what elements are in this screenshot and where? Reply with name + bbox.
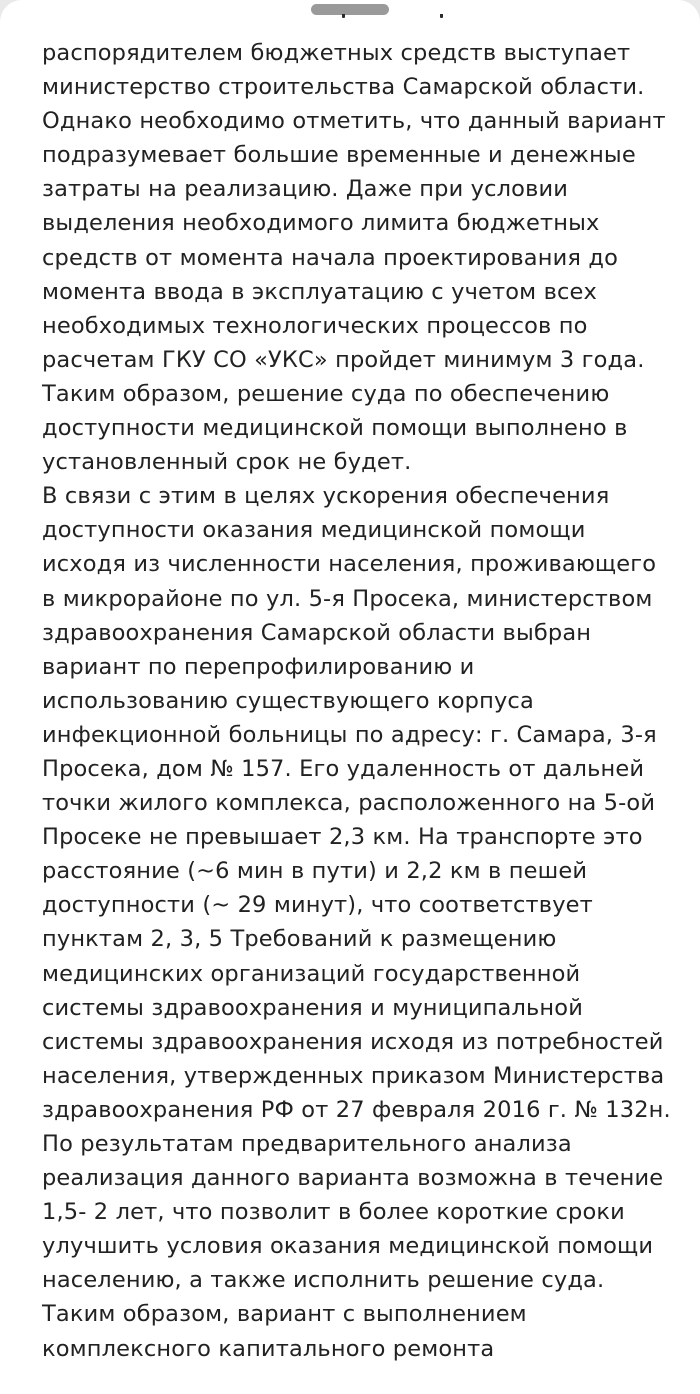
text-line: использованию существующего корпуса: [42, 687, 534, 714]
text-line: доступности медицинской помощи выполнено в: [42, 415, 628, 442]
text-line: расчетам ГКУ СО «УКС» пройдет минимум 3 года.: [42, 346, 645, 373]
clipped-glyph: [342, 14, 345, 18]
text-line: улучшить условия оказания медицинской помощи: [42, 1233, 654, 1260]
text-line: исходя из численности населения, проживающего: [42, 551, 657, 578]
text-line: комплексного капитального ремонта: [42, 1335, 495, 1362]
clipped-glyph: [440, 14, 443, 18]
text-line: момента ввода в эксплуатацию с учетом всех: [42, 278, 598, 305]
text-line: точки жилого комплекса, расположенного на 5-ой: [42, 790, 656, 817]
text-line: средств от момента начала проектирования до: [42, 244, 618, 271]
text-line: Однако необходимо отметить, что данный вариант: [42, 108, 666, 135]
text-line: распорядителем бюджетных средств выступает: [42, 40, 631, 66]
text-line: затраты на реализацию. Даже при условии: [42, 176, 569, 203]
text-line: министерство строительства Самарской области.: [42, 74, 645, 101]
text-line: расстояние (~6 мин в пути) и 2,2 км в пешей: [42, 858, 588, 885]
text-line: выделения необходимого лимита бюджетных: [42, 210, 600, 237]
text-line: инфекционной больницы по адресу: г. Самара, 3-я: [42, 721, 657, 748]
text-line: вариант по перепрофилированию и: [42, 653, 475, 680]
text-line: доступности оказания медицинской помощи: [42, 517, 586, 544]
text-line: в микрорайоне по ул. 5-я Просека, министерством: [42, 585, 653, 612]
text-line: подразумевает большие временные и денежные: [42, 142, 636, 169]
text-line: В связи с этим в целях ускорения обеспечения: [42, 483, 610, 510]
text-line: здравоохранения Самарской области выбран: [42, 619, 592, 646]
clipped-previous-line: [42, 14, 682, 26]
text-line: населения, утвержденных приказом Министерства: [42, 1062, 665, 1089]
text-line: Просека, дом № 157. Его удаленность от дальней: [42, 755, 645, 782]
text-line: По результатам предварительного анализа: [42, 1131, 572, 1157]
message-text: [42, 36, 692, 1366]
text-line: системы здравоохранения и муниципальной: [42, 994, 583, 1021]
text-line: Просеке не превышает 2,3 км. На транспорте это: [42, 824, 643, 851]
text-line: пунктам 2, 3, 5 Требований к размещению: [42, 926, 557, 953]
text-line: системы здравоохранения исходя из потребностей: [42, 1028, 664, 1055]
text-line: Таким образом, вариант с выполнением: [42, 1301, 527, 1328]
text-line: доступности (~ 29 минут), что соответствует: [42, 892, 593, 919]
text-line: здравоохранения РФ от 27 февраля 2016 г. № 132н.: [42, 1096, 671, 1123]
text-line: 1,5- 2 лет, что позволит в более короткие сроки: [42, 1199, 625, 1226]
text-line: населению, а также исполнить решение суда.: [42, 1267, 605, 1294]
text-line: необходимых технологических процессов по: [42, 312, 588, 339]
text-line: реализация данного варианта возможна в течение: [42, 1165, 664, 1192]
text-line: Таким образом, решение суда по обеспечению: [42, 380, 610, 407]
text-line: медицинских организаций государственной: [42, 960, 581, 987]
text-line: установленный срок не будет.: [42, 449, 412, 476]
